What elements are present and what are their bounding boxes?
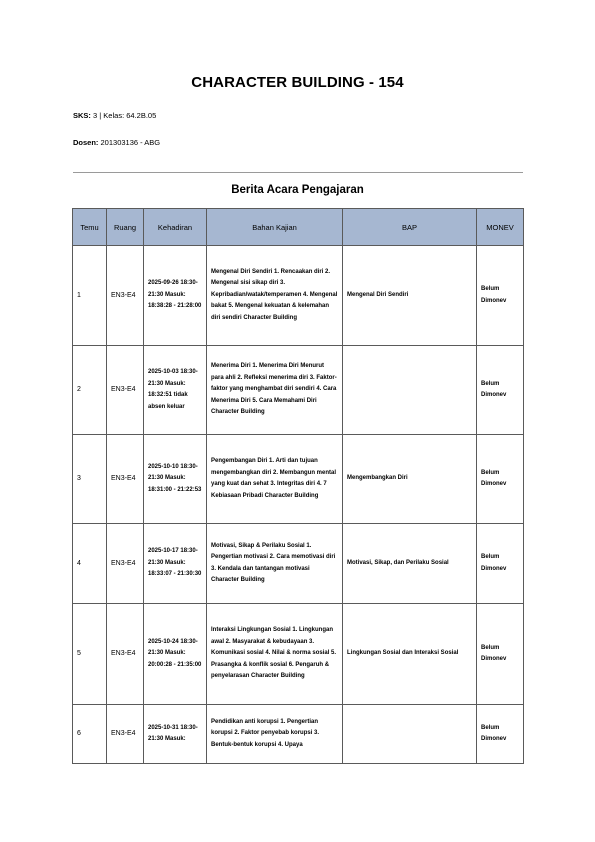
cell-temu: 3 bbox=[73, 435, 107, 524]
cell-monev: Belum Dimonev bbox=[477, 524, 524, 604]
cell-kehadiran: 2025-10-24 18:30-21:30 Masuk: 20:00:28 - 21:35:00 bbox=[144, 604, 207, 705]
cell-temu: 1 bbox=[73, 246, 107, 346]
cell-monev: Belum Dimonev bbox=[477, 246, 524, 346]
header-bahan-kajian: Bahan Kajian bbox=[207, 209, 343, 246]
cell-bap: Lingkungan Sosial dan Interaksi Sosial bbox=[343, 604, 477, 705]
cell-kehadiran: 2025-10-03 18:30-21:30 Masuk: 18:32:51 tidak absen keluar bbox=[144, 346, 207, 435]
table-row bbox=[73, 346, 524, 435]
header-kehadiran: Kehadiran bbox=[144, 209, 207, 246]
cell-bahan-kajian: Motivasi, Sikap & Perilaku Sosial 1. Pengertian motivasi 2. Cara memotivasi diri 3. Kendala dan tantangan motivasi Character Building bbox=[207, 524, 343, 604]
table-row bbox=[73, 246, 524, 346]
cell-bap: Mengenal Diri Sendiri bbox=[343, 246, 477, 346]
table-row bbox=[73, 604, 524, 705]
dosen-value: 201303136 - ABG bbox=[100, 138, 161, 147]
table-row bbox=[73, 705, 524, 764]
cell-kehadiran: 2025-10-31 18:30-21:30 Masuk: bbox=[144, 705, 207, 764]
cell-bahan-kajian: Pendidikan anti korupsi 1. Pengertian korupsi 2. Faktor penyebab korupsi 3. Bentuk-bentuk korupsi 4. Upaya bbox=[207, 705, 343, 764]
cell-monev: Belum Dimonev bbox=[477, 435, 524, 524]
course-credits-class bbox=[73, 111, 156, 120]
section-title: Berita Acara Pengajaran bbox=[231, 184, 364, 196]
cell-bahan-kajian: Mengenal Diri Sendiri 1. Rencaakan diri 2. Mengenal sisi sikap diri 3. Kepribadian/watak/temperamen 4. Mengenal bakat 5. Mengenal kekuatan & kelemahan diri sendiri Character Building bbox=[207, 246, 343, 346]
table-row bbox=[73, 524, 524, 604]
header-ruang: Ruang bbox=[107, 209, 144, 246]
document-title: CHARACTER BUILDING - 154 bbox=[191, 74, 404, 91]
teaching-report-table bbox=[72, 208, 524, 764]
header-temu: Temu bbox=[73, 209, 107, 246]
cell-bahan-kajian: Pengembangan Diri 1. Arti dan tujuan mengembangkan diri 2. Membangun mental yang kuat dan sehat 3. Integritas diri 4. 7 Kebiasaan Pribadi Character Building bbox=[207, 435, 343, 524]
table-row bbox=[73, 435, 524, 524]
cell-monev: Belum Dimonev bbox=[477, 346, 524, 435]
header-monev: MONEV bbox=[477, 209, 524, 246]
cell-bahan-kajian: Menerima Diri 1. Menerima Diri Menurut para ahli 2. Refleksi menerima diri 3. Faktor-faktor yang menghambat diri sendiri 4. Cara Menerima Diri 5. Cara Memahami Diri Character Building bbox=[207, 346, 343, 435]
cell-bap bbox=[343, 705, 477, 764]
cell-temu: 4 bbox=[73, 524, 107, 604]
cell-ruang: EN3-E4 bbox=[107, 346, 144, 435]
cell-bahan-kajian: Interaksi Lingkungan Sosial 1. Lingkungan awal 2. Masyarakat & kebudayaan 3. Komunikasi sosial 4. Nilai & norma sosial 5. Prasangka & konflik sosial 6. Pengaruh & penyelarasan Character Building bbox=[207, 604, 343, 705]
cell-kehadiran: 2025-10-10 18:30-21:30 Masuk: 18:31:00 - 21:22:53 bbox=[144, 435, 207, 524]
cell-ruang: EN3-E4 bbox=[107, 604, 144, 705]
sks-label: SKS: bbox=[73, 111, 91, 120]
cell-bap: Mengembangkan Diri bbox=[343, 435, 477, 524]
cell-ruang: EN3-E4 bbox=[107, 705, 144, 764]
cell-ruang: EN3-E4 bbox=[107, 435, 144, 524]
table-header-row bbox=[73, 209, 524, 246]
cell-ruang: EN3-E4 bbox=[107, 524, 144, 604]
cell-bap bbox=[343, 346, 477, 435]
lecturer-info bbox=[73, 138, 160, 147]
cell-kehadiran: 2025-10-17 18:30-21:30 Masuk: 18:33:07 - 21:30:30 bbox=[144, 524, 207, 604]
cell-ruang: EN3-E4 bbox=[107, 246, 144, 346]
header-bap: BAP bbox=[343, 209, 477, 246]
cell-bap: Motivasi, Sikap, dan Perilaku Sosial bbox=[343, 524, 477, 604]
cell-temu: 6 bbox=[73, 705, 107, 764]
cell-monev: Belum Dimonev bbox=[477, 604, 524, 705]
cell-temu: 2 bbox=[73, 346, 107, 435]
sks-class-value: 3 | Kelas: 64.2B.05 bbox=[93, 111, 157, 120]
divider bbox=[73, 172, 523, 173]
cell-monev: Belum Dimonev bbox=[477, 705, 524, 764]
cell-kehadiran: 2025-09-26 18:30-21:30 Masuk: 18:38:28 - 21:28:00 bbox=[144, 246, 207, 346]
cell-temu: 5 bbox=[73, 604, 107, 705]
dosen-label: Dosen: bbox=[73, 138, 99, 147]
